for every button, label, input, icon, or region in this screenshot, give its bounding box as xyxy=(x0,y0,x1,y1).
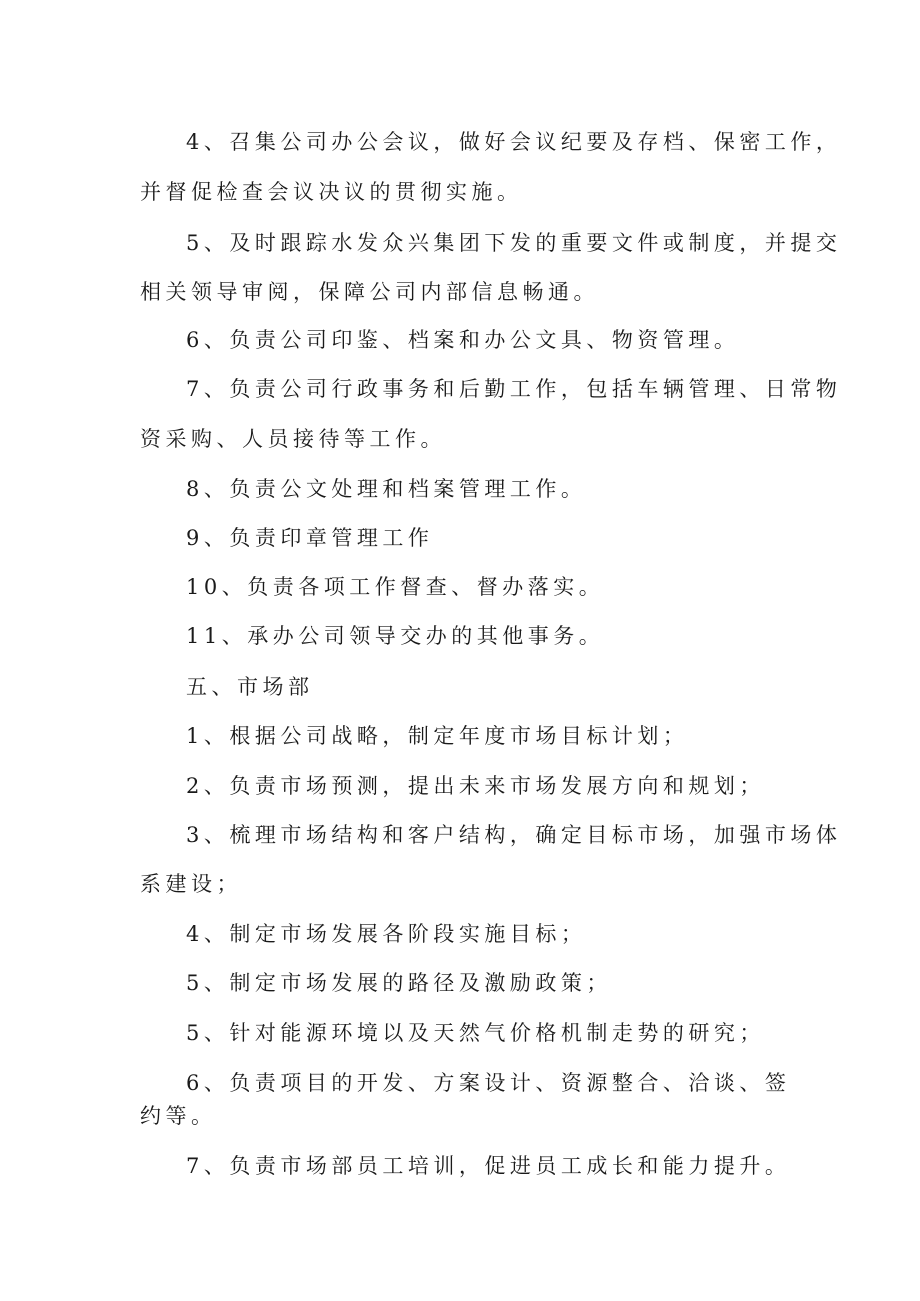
paragraph-line: 4、召集公司办公会议，做好会议纪要及存档、保密工作， xyxy=(186,130,842,154)
paragraph-line: 5、及时跟踪水发众兴集团下发的重要文件或制度，并提交 xyxy=(186,231,842,255)
paragraph-line: 系建设； xyxy=(140,872,242,896)
paragraph-line: 5、针对能源环境以及天然气价格机制走势的研究； xyxy=(186,1021,765,1045)
paragraph-line: 8、负责公文处理和档案管理工作。 xyxy=(186,477,587,501)
paragraph-line: 3、梳理市场结构和客户结构，确定目标市场，加强市场体 xyxy=(186,823,842,847)
paragraph-line: 7、负责公司行政事务和后勤工作，包括车辆管理、日常物 xyxy=(186,377,842,401)
paragraph-line: 相关领导审阅，保障公司内部信息畅通。 xyxy=(140,280,599,304)
paragraph-line: 1、根据公司战略，制定年度市场目标计划； xyxy=(186,724,689,748)
paragraph-line: 2、负责市场预测，提出未来市场发展方向和规划； xyxy=(186,774,765,798)
paragraph-line: 并督促检查会议决议的贯彻实施。 xyxy=(140,180,523,204)
paragraph-line: 9、负责印章管理工作 xyxy=(186,526,434,550)
paragraph-line: 7、负责市场部员工培训，促进员工成长和能力提升。 xyxy=(186,1154,791,1178)
paragraph-line: 约等。 xyxy=(140,1104,217,1128)
paragraph-line: 11、承办公司领导交办的其他事务。 xyxy=(186,624,605,648)
paragraph-line: 5、制定市场发展的路径及激励政策； xyxy=(186,971,612,995)
paragraph-line: 6、负责项目的开发、方案设计、资源整合、洽谈、签 xyxy=(186,1071,791,1095)
paragraph-line: 6、负责公司印鉴、档案和办公文具、物资管理。 xyxy=(186,328,740,352)
paragraph-line: 资采购、人员接待等工作。 xyxy=(140,427,446,451)
section-heading: 五、市场部 xyxy=(186,675,314,699)
paragraph-line: 10、负责各项工作督查、督办落实。 xyxy=(186,575,605,599)
paragraph-line: 4、制定市场发展各阶段实施目标； xyxy=(186,922,587,946)
